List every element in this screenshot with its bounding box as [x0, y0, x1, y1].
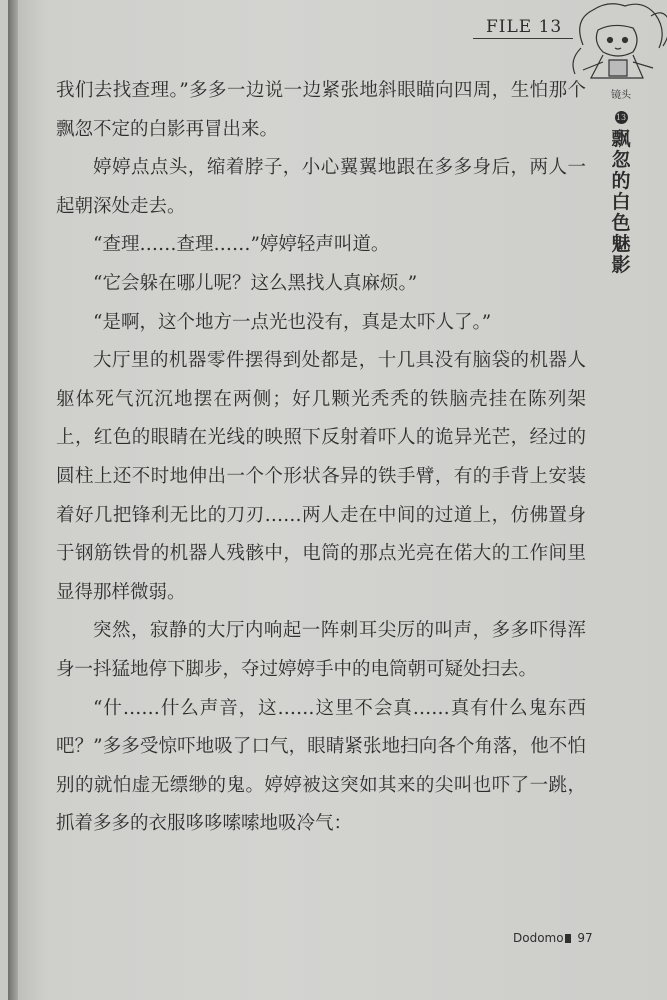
paragraph: 我们去找查理。”多多一边说一边紧张地斜眼瞄向四周，生怕那个飘忽不定的白影再冒出来。 — [56, 80, 586, 140]
page-number: 97 — [577, 931, 593, 945]
chapter-title-vertical — [606, 129, 636, 276]
chapter-title-char: 魅 — [611, 233, 631, 255]
chapter-side-tab — [606, 86, 636, 276]
paragraph: “查理……查理……”婷婷轻声叫道。 — [93, 234, 390, 256]
footer-mark-icon — [565, 934, 571, 943]
chapter-title-char: 忽 — [611, 149, 631, 171]
mascot-illustration — [563, 0, 667, 82]
chapter-title-char: 影 — [611, 254, 631, 276]
paragraph: 大厅里的机器零件摆得到处都是，十几具没有脑袋的机器人躯体死气沉沉地摆在两侧；好几颗光秃秃的铁脑壳挂在陈列架上，红色的眼睛在光线的映照下反射着吓人的诡异光芒，经过的圆柱上还不时地伸出一个个形状各异的铁手臂，有的手背上安装着好几把锋利无比的刀刃……两人走在中间的过道上，仿佛置身于钢筋铁骨的机器人残骸中，电筒的那点光亮在偌大的工作间里显得那样微弱。 — [56, 350, 586, 603]
header-rule — [473, 38, 573, 39]
paragraph: 婷婷点点头，缩着脖子，小心翼翼地跟在多多身后，两人一起朝深处走去。 — [56, 157, 586, 217]
book-page — [8, 0, 667, 1000]
paragraph: 突然，寂静的大厅内响起一阵刺耳尖厉的叫声，多多吓得浑身一抖猛地停下脚步，夺过婷婷手中的电筒朝可疑处扫去。 — [56, 620, 586, 680]
footer-brand: Dodomo — [513, 931, 564, 945]
body-text — [56, 72, 586, 844]
chapter-title-char: 的 — [611, 170, 631, 192]
file-label: FILE 13 — [486, 17, 563, 37]
chapter-title-char: 飘 — [611, 128, 631, 150]
paragraph: “什……什么声音，这……这里不会真……真有什么鬼东西吧？”多多受惊吓地吸了口气，眼睛紧张地扫向各个角落，他不怕别的就怕虚无缥缈的鬼。婷婷被这突如其来的尖叫也吓了一跳，抓着多多的衣服哆哆嗦嗦地吸冷气： — [56, 697, 586, 835]
chapter-title-char: 色 — [611, 212, 631, 234]
spine-shadow — [8, 0, 18, 1000]
chapter-number-badge: 13 — [615, 113, 627, 122]
paragraph: “它会躲在哪儿呢？这么黑找人真麻烦。” — [93, 272, 418, 294]
page-footer — [513, 931, 593, 945]
paragraph: “是啊，这个地方一点光也没有，真是太吓人了。” — [93, 311, 492, 333]
side-tab-label: 镜头 — [611, 90, 631, 101]
chapter-title-char: 白 — [611, 191, 631, 213]
